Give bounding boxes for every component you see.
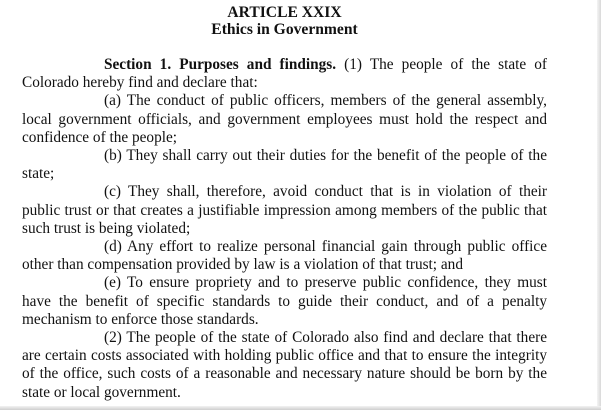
section-1-intro-text: (1) The people of the state of Colorado hereby find and declare that: [22,56,547,92]
viewer-bottom-edge [0,406,601,410]
article-subtitle: Ethics in Government [211,21,358,38]
section-1-heading: Section 1. Purposes and findings. [104,56,337,73]
finding-b: (b) They shall carry out their duties for the benefit of the people of the state; [22,147,547,183]
section-1-intro-paragraph [22,56,547,92]
viewer-right-edge [597,0,601,410]
finding-a: (a) The conduct of public officers, members of the general assembly, local government officials, and government employees must hold the respect and confidence of the people; [22,92,547,146]
section-1-paragraph-2: (2) The people of the state of Colorado also find and declare that there are certain costs associated with holding public office and that to ensure the integrity of the office, such costs of a reasonable and necessary nature should be born by the state or local government. [22,329,547,401]
article-title: ARTICLE XXIX [227,4,342,21]
finding-e: (e) To ensure propriety and to preserve public confidence, they must have the benefit of specific standards to guide their conduct, and of a penalty mechanism to enforce those standards. [22,274,547,328]
document-page [22,4,547,402]
finding-d: (d) Any effort to realize personal financial gain through public office other than compensation provided by law is a violation of that trust; and [22,238,547,274]
finding-c: (c) They shall, therefore, avoid conduct that is in violation of their public trust or that creates a justifiable impression among members of the public that such trust is being violated; [22,183,547,237]
